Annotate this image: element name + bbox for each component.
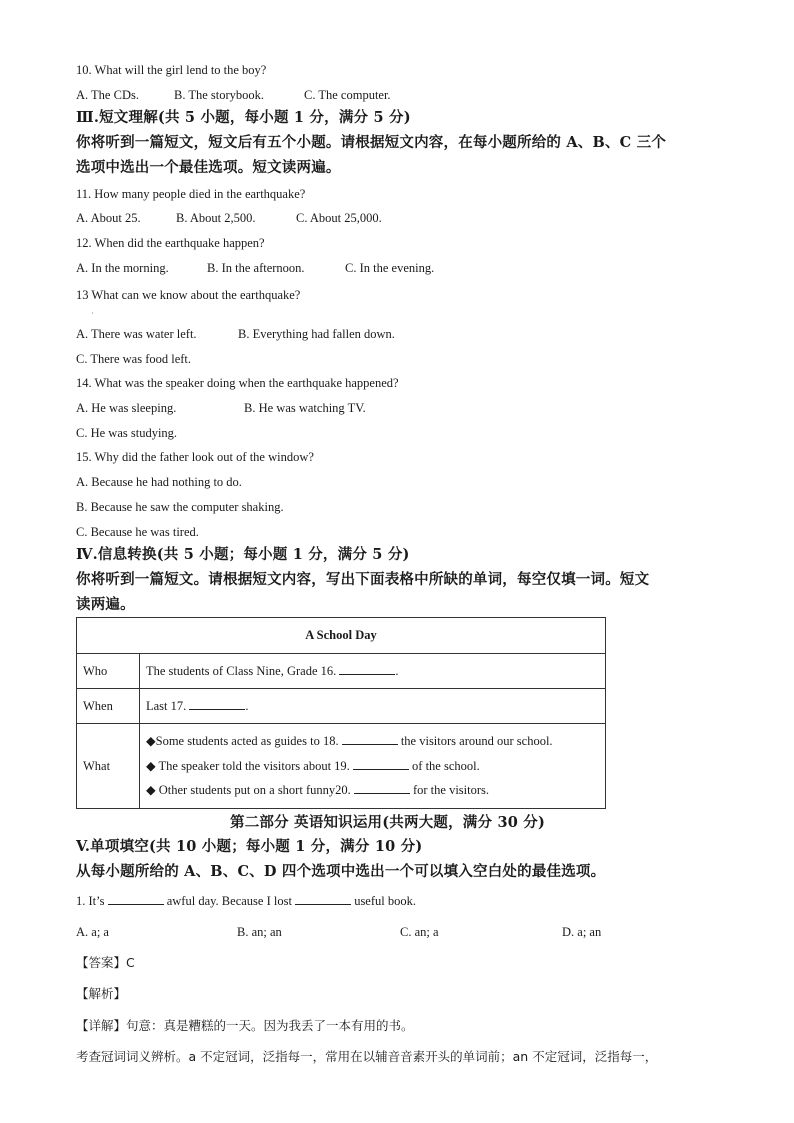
- school-day-table: [76, 617, 606, 809]
- what-line-2: [146, 754, 599, 779]
- part-2-heading: 第二部分 英语知识运用(共两大题，满分 30 分): [230, 814, 546, 831]
- blank-18: [342, 733, 398, 745]
- q11-option-a: A. About 25.: [76, 211, 141, 225]
- question-12-text: 12. When did the earthquake happen?: [76, 236, 265, 250]
- table-title: A School Day: [77, 618, 606, 654]
- blank-19: [353, 758, 409, 770]
- what-1-tail: the visitors around our school.: [397, 734, 553, 749]
- section-5-question-1: [76, 893, 416, 909]
- section-3-instruction-line-1: 你将听到一篇短文，短文后有五个小题。请根据短文内容，在每小题所给的 A、B、C 三个: [76, 134, 667, 151]
- q12-option-a: A. In the morning.: [76, 261, 169, 275]
- s5q1-option-a: A. a; a: [76, 925, 109, 939]
- when-text: Last 17.: [146, 699, 187, 713]
- q13-option-b: B. Everything had fallen down.: [238, 327, 395, 341]
- answer-line: [76, 955, 135, 971]
- q11-option-b: B. About 2,500.: [176, 211, 256, 225]
- q15-option-c: C. Because he was tired.: [76, 525, 199, 539]
- question-11-text: 11. How many people died in the earthquake?: [76, 187, 306, 201]
- q15-option-b: B. Because he saw the computer shaking.: [76, 500, 284, 514]
- q13-option-a: A. There was water left.: [76, 327, 197, 341]
- s5q1-text-start: 1. It’s: [76, 894, 105, 908]
- what-3-text: ◆ Other students put on a short funny20.: [146, 783, 351, 798]
- what-2-tail: of the school.: [408, 758, 480, 773]
- row-label-who: Who: [77, 654, 140, 689]
- table-row: [77, 724, 606, 809]
- blank-20: [354, 782, 410, 794]
- q12-option-c: C. In the evening.: [345, 261, 435, 275]
- section-5-instruction: 从每小题所给的 A、B、C、D 四个选项中选出一个可以填入空白处的最佳选项。: [76, 863, 606, 880]
- answer-value: C: [126, 955, 135, 970]
- section-4-instruction-line-2: 读两遍。: [76, 596, 135, 613]
- section-3-instruction-line-2: 选项中选出一个最佳选项。短文读两遍。: [76, 159, 341, 176]
- q10-option-a: A. The CDs.: [76, 88, 139, 102]
- s5q1-blank-1: [108, 893, 164, 905]
- what-line-3: [146, 778, 599, 803]
- blank-16: [339, 663, 395, 675]
- section-4-heading: Ⅳ.信息转换(共 5 小题；每小题 1 分，满分 5 分): [76, 546, 410, 563]
- section-3-heading: Ⅲ.短文理解(共 5 小题，每小题 1 分，满分 5 分): [76, 109, 411, 126]
- q14-option-a: A. He was sleeping.: [76, 401, 177, 415]
- what-line-1: [146, 729, 599, 754]
- row-value-what: [140, 724, 606, 809]
- s5q1-text-end: useful book.: [351, 894, 416, 908]
- section-5-heading: V.单项填空(共 10 小题；每小题 1 分，满分 10 分): [76, 838, 423, 855]
- who-text: The students of Class Nine, Grade 16.: [146, 664, 337, 678]
- row-value-when: [140, 689, 606, 724]
- analysis-label: 【解析】: [76, 986, 127, 1001]
- what-1-text: ◆Some students acted as guides to 18.: [146, 734, 339, 749]
- blank-17: [189, 698, 245, 710]
- s5q1-option-c: C. an; a: [400, 925, 439, 939]
- question-14-text: 14. What was the speaker doing when the earthquake happened?: [76, 376, 399, 390]
- q11-option-c: C. About 25,000.: [296, 211, 382, 225]
- when-end: .: [245, 699, 249, 713]
- stray-dot: ·: [91, 309, 94, 318]
- s5q1-text-middle: awful day. Because I lost: [163, 894, 292, 908]
- s5q1-blank-2: [295, 893, 351, 905]
- section-4-instruction-line-1: 你将听到一篇短文。请根据短文内容，写出下面表格中所缺的单词，每空仅填一词。短文: [76, 571, 650, 588]
- question-15-text: 15. Why did the father look out of the window?: [76, 450, 314, 464]
- q14-option-b: B. He was watching TV.: [244, 401, 366, 415]
- q13-option-c: C. There was food left.: [76, 352, 192, 366]
- q12-option-b: B. In the afternoon.: [207, 261, 305, 275]
- q14-option-c: C. He was studying.: [76, 426, 178, 440]
- answer-label: 【答案】: [76, 955, 127, 970]
- detail-text: 【详解】句意：真是糟糕的一天。因为我丢了一本有用的书。: [76, 1018, 414, 1033]
- q10-option-b: B. The storybook.: [174, 88, 265, 102]
- row-label-when: When: [77, 689, 140, 724]
- what-3-tail: for the visitors.: [409, 783, 490, 798]
- who-end: .: [395, 664, 399, 678]
- s5q1-option-d: D. a; an: [562, 925, 602, 939]
- table-row: [77, 654, 606, 689]
- explanation-text: 考查冠词词义辨析。a 不定冠词，泛指每一，常用在以辅音音素开头的单词前；an 不定冠词，泛指每一，: [76, 1049, 658, 1064]
- q15-option-a: A. Because he had nothing to do.: [76, 475, 242, 489]
- table-row: [77, 689, 606, 724]
- what-2-text: ◆ The speaker told the visitors about 19.: [146, 758, 350, 773]
- row-value-who: [140, 654, 606, 689]
- s5q1-option-b: B. an; an: [237, 925, 282, 939]
- row-label-what: What: [77, 724, 140, 809]
- question-13-text: 13 What can we know about the earthquake?: [76, 288, 301, 302]
- question-10-text: 10. What will the girl lend to the boy?: [76, 63, 267, 77]
- q10-option-c: C. The computer.: [304, 88, 391, 102]
